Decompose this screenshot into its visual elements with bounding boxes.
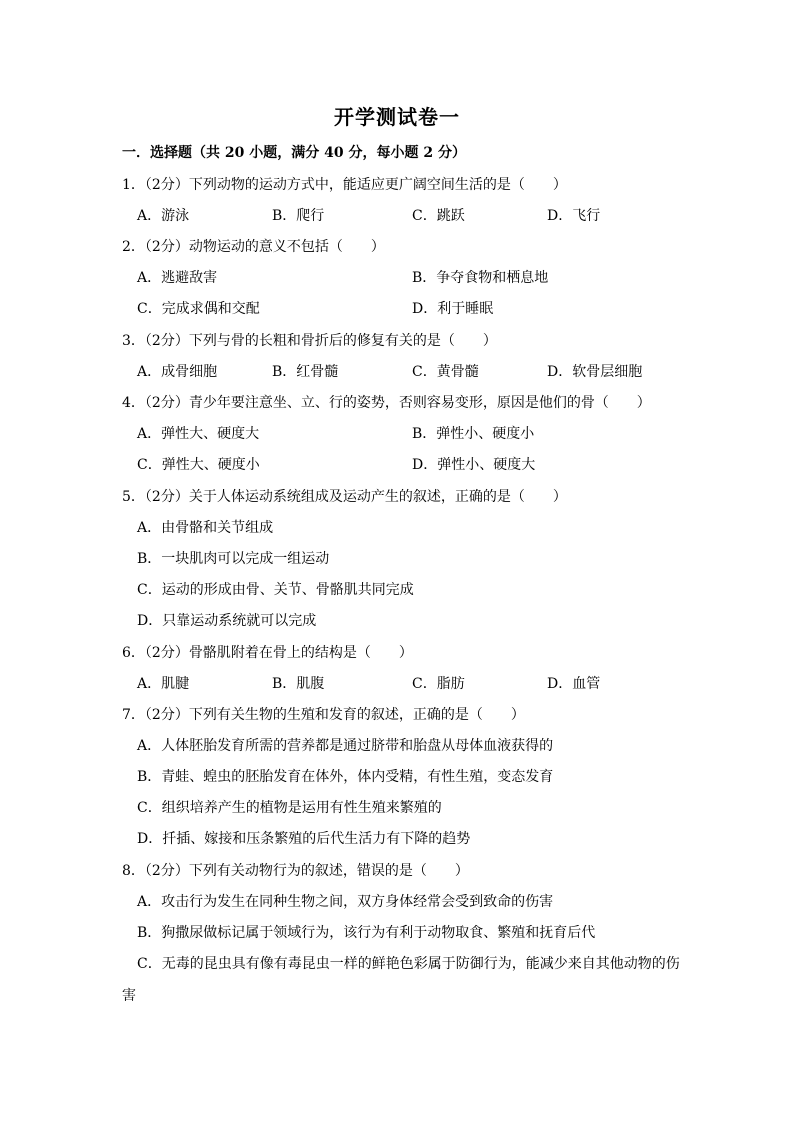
question-stem: 4．（2分）青少年要注意坐、立、行的姿势，否则容易变形，原因是他们的骨（ ） xyxy=(122,395,651,411)
section-header: 一．选择题（共 20 小题，满分 40 分，每小题 2 分） xyxy=(122,145,466,161)
option: B．爬行 xyxy=(272,208,325,224)
option: D．软骨层细胞 xyxy=(547,364,643,380)
option: A．肌腱 xyxy=(137,676,190,692)
option: B．红骨髓 xyxy=(272,364,339,380)
option: C．运动的形成由骨、关节、骨骼肌共同完成 xyxy=(137,582,414,598)
option: D．弹性小、硬度大 xyxy=(412,457,536,473)
option: C．黄骨髓 xyxy=(412,364,479,380)
page-title: 开学测试卷一 xyxy=(334,105,460,129)
option: A．攻击行为发生在同种生物之间，双方身体经常会受到致命的伤害 xyxy=(137,894,554,910)
option: A．成骨细胞 xyxy=(137,364,218,380)
option: C．跳跃 xyxy=(412,208,465,224)
option: C．完成求偶和交配 xyxy=(137,301,260,317)
option: B．争夺食物和栖息地 xyxy=(412,270,549,286)
option: A．弹性大、硬度大 xyxy=(137,426,260,442)
option: D．飞行 xyxy=(547,208,601,224)
option: A．由骨骼和关节组成 xyxy=(137,520,274,536)
option: C．组织培养产生的植物是运用有性生殖来繁殖的 xyxy=(137,800,442,816)
question-stem: 5．（2分）关于人体运动系统组成及运动产生的叙述，正确的是（ ） xyxy=(122,489,567,505)
question-stem: 7．（2分）下列有关生物的生殖和发育的叙述，正确的是（ ） xyxy=(122,707,525,723)
option-row xyxy=(137,206,697,226)
question-stem: 2．（2分）动物运动的意义不包括（ ） xyxy=(122,239,385,255)
option: C．弹性大、硬度小 xyxy=(137,457,260,473)
question-stem: 6．（2分）骨骼肌附着在骨上的结构是（ ） xyxy=(122,645,413,661)
question-stem: 1．（2分）下列动物的运动方式中，能适应更广阔空间生活的是（ ） xyxy=(122,177,567,193)
question-stem: 3．（2分）下列与骨的长粗和骨折后的修复有关的是（ ） xyxy=(122,333,497,349)
option: C．脂肪 xyxy=(412,676,465,692)
option: D．血管 xyxy=(547,676,601,692)
option-row xyxy=(137,268,697,288)
option: B．一块肌肉可以完成一组运动 xyxy=(137,551,330,567)
option: D．利于睡眠 xyxy=(412,301,494,317)
option: B．狗撒尿做标记属于领域行为，该行为有利于动物取食、繁殖和抚育后代 xyxy=(137,925,596,941)
option-row xyxy=(137,299,697,319)
option-row xyxy=(137,424,697,444)
option-row xyxy=(137,674,697,694)
option: B．弹性小、硬度小 xyxy=(412,426,535,442)
option-row xyxy=(137,362,697,382)
option: D．扦插、嫁接和压条繁殖的后代生活力有下降的趋势 xyxy=(137,831,471,847)
option: A．人体胚胎发育所需的营养都是通过脐带和胎盘从母体血液获得的 xyxy=(137,738,554,754)
option: B．肌腹 xyxy=(272,676,325,692)
option-continuation: 害 xyxy=(122,988,136,1004)
question-stem: 8．（2分）下列有关动物行为的叙述，错误的是（ ） xyxy=(122,863,469,879)
option: A．游泳 xyxy=(137,208,190,224)
option: A．逃避敌害 xyxy=(137,270,218,286)
option: B．青蛙、蝗虫的胚胎发育在体外，体内受精，有性生殖，变态发育 xyxy=(137,769,554,785)
option: C．无毒的昆虫具有像有毒昆虫一样的鲜艳色彩属于防御行为，能减少来自其他动物的伤 xyxy=(137,956,680,972)
option: D．只靠运动系统就可以完成 xyxy=(137,613,317,629)
option-row xyxy=(137,455,697,475)
